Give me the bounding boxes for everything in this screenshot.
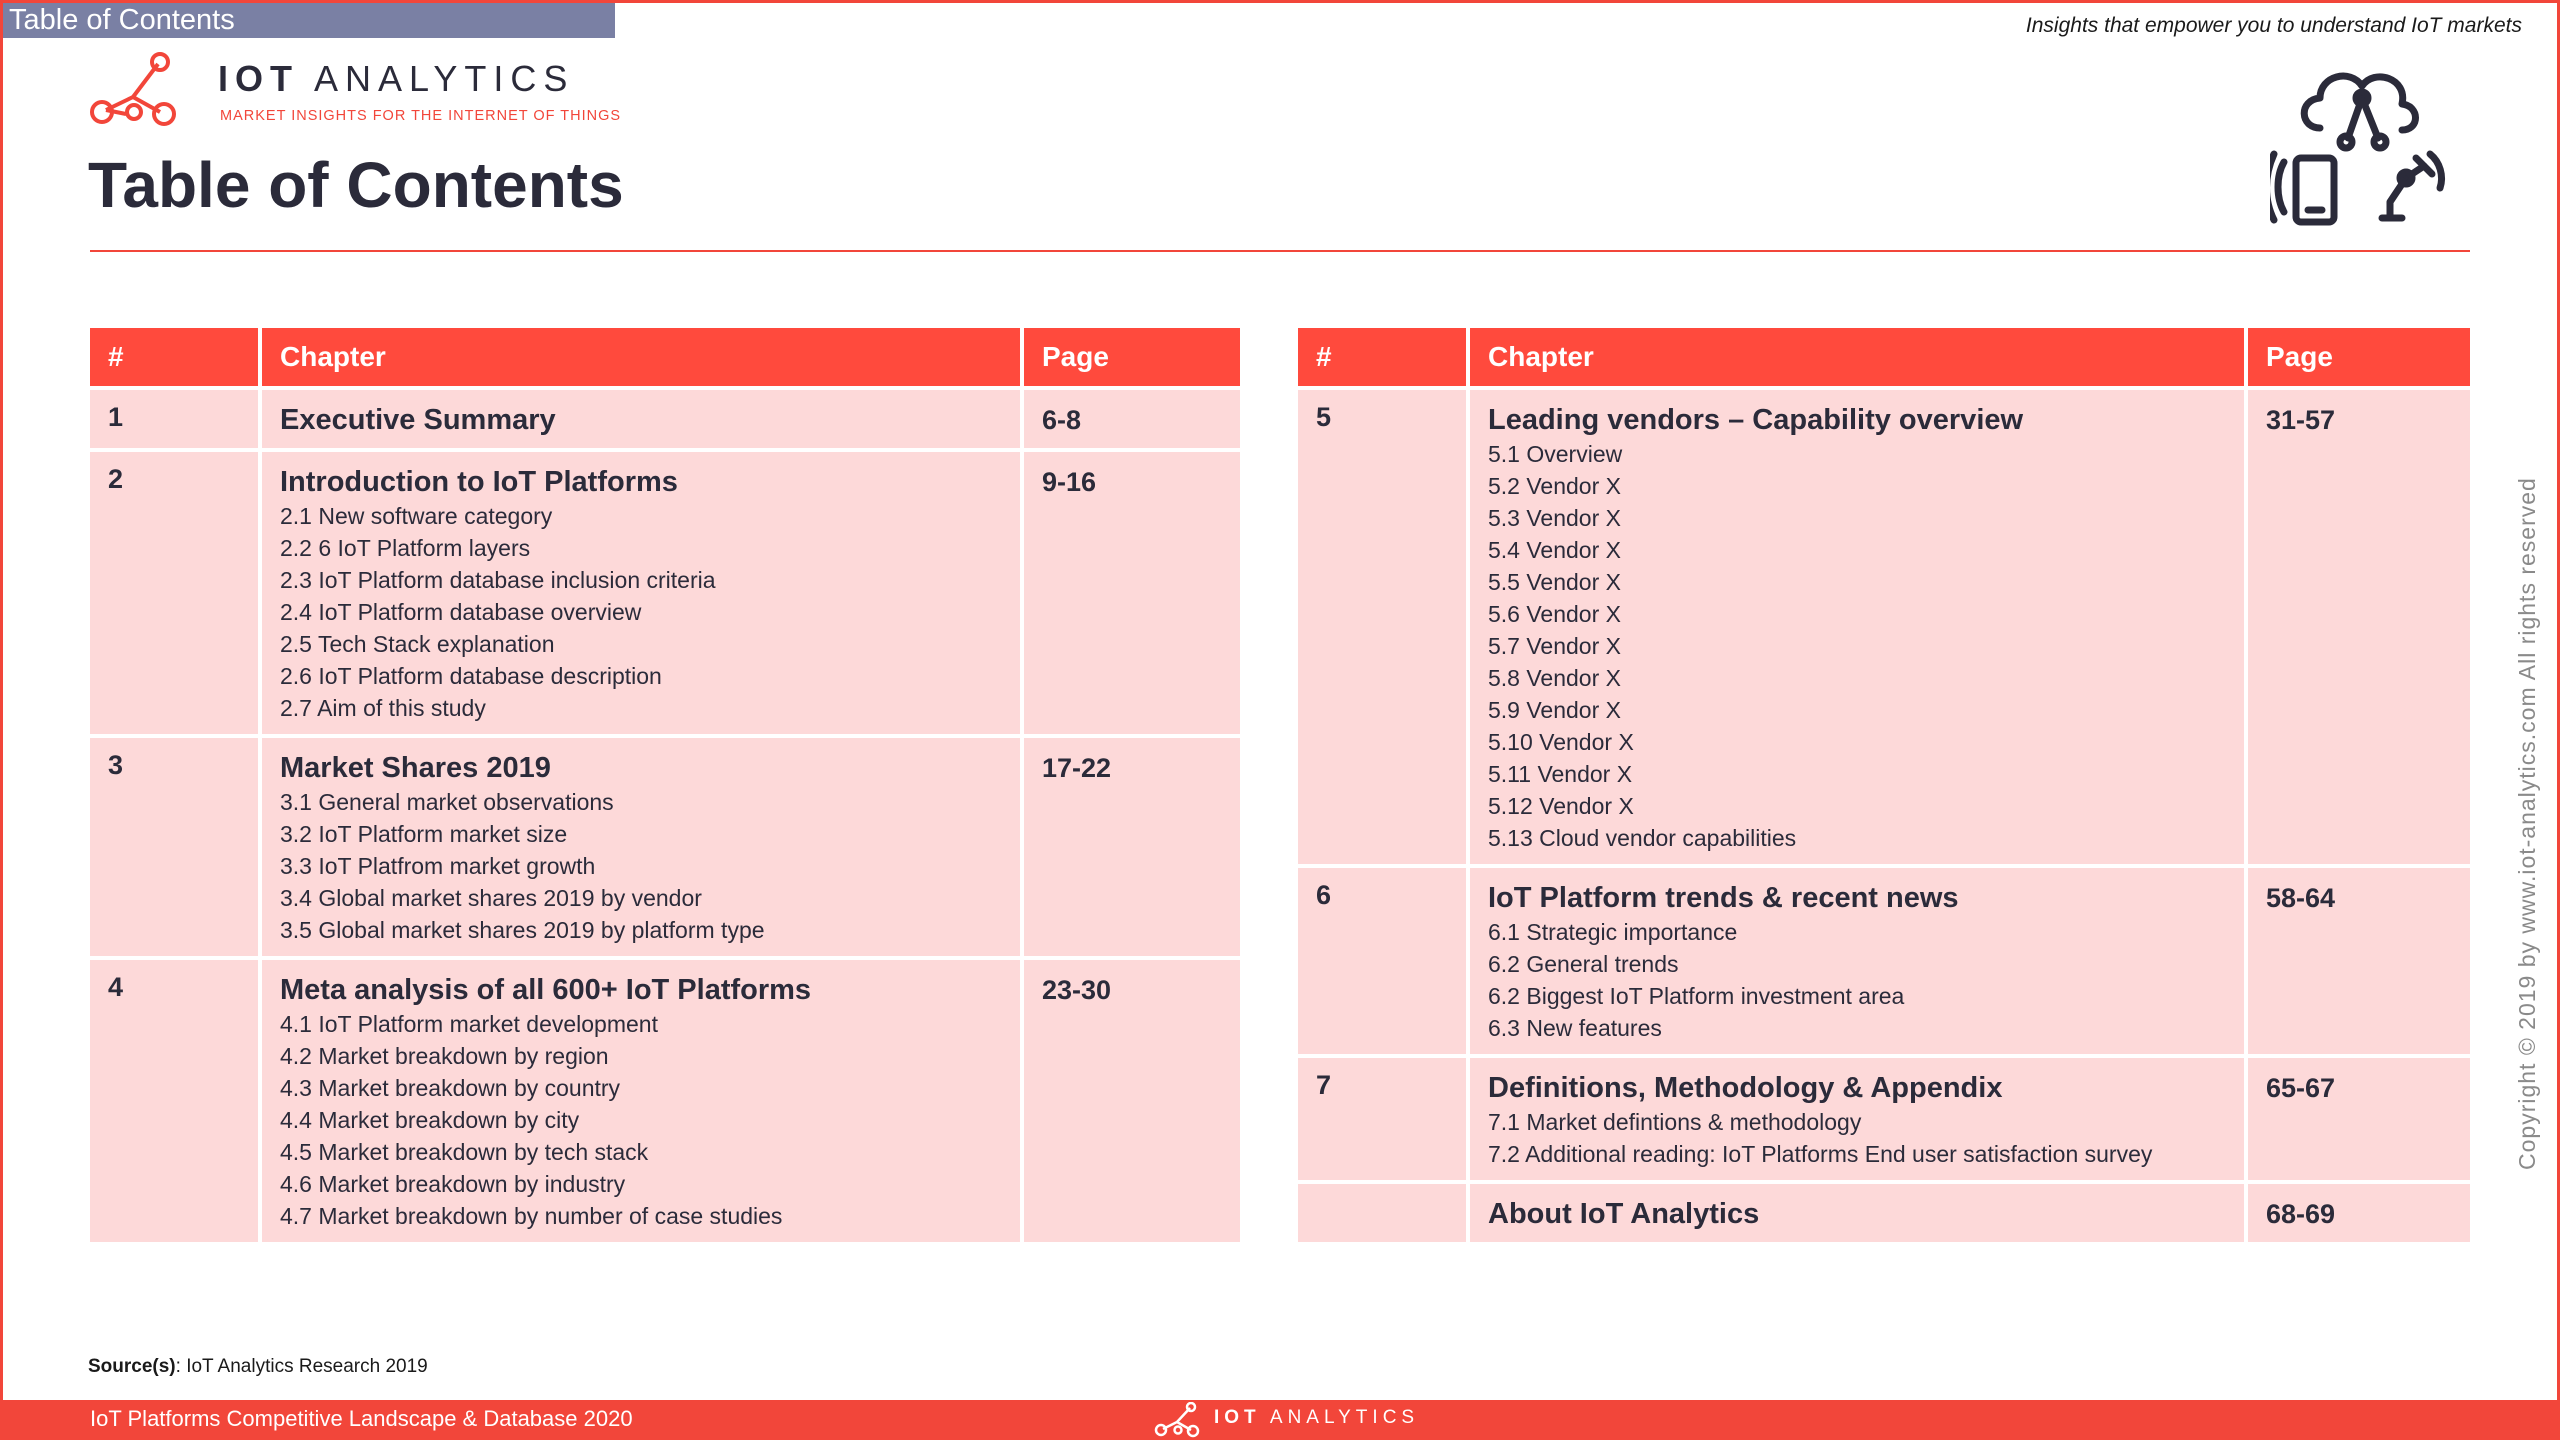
title-divider <box>90 250 2470 252</box>
subsection-item: 4.7 Market breakdown by number of case studies <box>280 1203 783 1229</box>
subsection-item: 5.7 Vendor X <box>1488 633 1621 659</box>
subsection-item: 4.6 Market breakdown by industry <box>280 1171 626 1197</box>
chapter-title: Introduction to IoT Platforms <box>280 466 678 498</box>
subsection-item: 4.4 Market breakdown by city <box>280 1107 580 1133</box>
subsection-item: 5.2 Vendor X <box>1488 473 1621 499</box>
subsection-item: 5.5 Vendor X <box>1488 569 1621 595</box>
page-range: 68-69 <box>2266 1199 2336 1229</box>
subsection-item: 5.10 Vendor X <box>1488 729 1634 755</box>
col-header-page: Page <box>2248 328 2470 386</box>
page-range-cell <box>2248 1058 2470 1180</box>
toc-row <box>90 960 1240 1242</box>
subsection-item: 5.8 Vendor X <box>1488 665 1621 691</box>
chapter-title: Leading vendors – Capability overview <box>1488 404 2024 436</box>
col-header-num: # <box>90 328 258 386</box>
chapter-number-cell <box>90 960 258 1242</box>
logo-wordmark: IOT ANALYTICS <box>218 58 575 99</box>
chapter-title: About IoT Analytics <box>1488 1198 1760 1230</box>
subsection-item: 2.7 Aim of this study <box>280 695 486 721</box>
subsection-item: 5.6 Vendor X <box>1488 601 1621 627</box>
page-range-cell <box>1024 390 1240 448</box>
page-range-cell <box>1024 960 1240 1242</box>
network-nodes-icon <box>88 52 188 132</box>
chapter-title: Definitions, Methodology & Appendix <box>1488 1072 2003 1104</box>
subsection-item: 4.2 Market breakdown by region <box>280 1043 609 1069</box>
subsection-item: 2.4 IoT Platform database overview <box>280 599 642 625</box>
chapter-number-cell <box>1298 390 1466 864</box>
subsection-item: 2.6 IoT Platform database description <box>280 663 662 689</box>
subsection-item: 4.1 IoT Platform market development <box>280 1011 658 1037</box>
subsection-item: 3.1 General market observations <box>280 789 614 815</box>
page-range: 58-64 <box>2266 883 2336 913</box>
subsection-item: 6.2 General trends <box>1488 951 1679 977</box>
tagline: Insights that empower you to understand IoT markets <box>2025 14 2522 37</box>
subsection-item: 6.2 Biggest IoT Platform investment area <box>1488 983 1905 1009</box>
page-range-cell <box>2248 390 2470 864</box>
toc-header-row <box>90 328 1240 386</box>
subsection-item: 6.3 New features <box>1488 1015 1662 1041</box>
chapter-title: IoT Platform trends & recent news <box>1488 882 1959 914</box>
subsection-item: 5.13 Cloud vendor capabilities <box>1488 825 1797 851</box>
toc-row <box>1298 868 2470 1054</box>
chapter-number-cell <box>90 390 258 448</box>
page-range-cell <box>1024 452 1240 734</box>
chapter-number-cell <box>90 452 258 734</box>
subsection-item: 4.3 Market breakdown by country <box>280 1075 621 1101</box>
chapter-number-cell <box>1298 868 1466 1054</box>
subsection-item: 7.1 Market defintions & methodology <box>1488 1109 1862 1135</box>
chapter-number: 6 <box>1316 880 1332 910</box>
subsection-item: 5.9 Vendor X <box>1488 697 1621 723</box>
chapter-cell <box>262 452 1020 734</box>
toc-row <box>90 452 1240 734</box>
col-header-chapter: Chapter <box>1470 328 2244 386</box>
subsection-item: 2.3 IoT Platform database inclusion criteria <box>280 567 716 593</box>
subsection-item: 4.5 Market breakdown by tech stack <box>280 1139 649 1165</box>
subsection-item: 5.1 Overview <box>1488 441 1623 467</box>
page-range: 31-57 <box>2266 405 2336 435</box>
chapter-number-cell <box>90 738 258 956</box>
page-range: 9-16 <box>1042 467 1097 497</box>
subsection-item: 2.1 New software category <box>280 503 553 529</box>
copyright-notice: Copyright © 2019 by www.iot-analytics.com All rights reserved <box>2514 477 2540 1170</box>
subsection-item: 2.2 6 IoT Platform layers <box>280 535 531 561</box>
logo-subtitle: MARKET INSIGHTS FOR THE INTERNET OF THINGS <box>220 108 622 124</box>
footer-report-title: IoT Platforms Competitive Landscape & Database 2020 <box>90 1406 633 1431</box>
footer-logo-wordmark: IOT ANALYTICS <box>1214 1407 1420 1428</box>
page-range-cell <box>2248 1184 2470 1242</box>
chapter-title: Executive Summary <box>280 404 556 436</box>
chapter-cell <box>1470 390 2244 864</box>
subsection-item: 6.1 Strategic importance <box>1488 919 1738 945</box>
chapter-cell <box>262 738 1020 956</box>
subsection-item: 3.5 Global market shares 2019 by platform type <box>280 917 765 943</box>
chapter-number: 7 <box>1316 1070 1332 1100</box>
col-header-page: Page <box>1024 328 1240 386</box>
subsection-item: 5.4 Vendor X <box>1488 537 1621 563</box>
network-nodes-icon <box>1154 1402 1206 1438</box>
chapter-cell <box>262 960 1020 1242</box>
toc-header-row <box>1298 328 2470 386</box>
page-title: Table of Contents <box>88 149 624 221</box>
chapter-cell <box>1470 1058 2244 1180</box>
cloud-device-robot-icon <box>2270 58 2450 234</box>
toc-row <box>1298 1184 2470 1242</box>
chapter-title: Market Shares 2019 <box>280 752 551 784</box>
chapter-number-cell <box>1298 1058 1466 1180</box>
toc-table-right <box>1294 324 2474 1246</box>
page-range-cell <box>1024 738 1240 956</box>
toc-row <box>90 390 1240 448</box>
footer-logo <box>1154 1402 1420 1438</box>
page-range-cell <box>2248 868 2470 1054</box>
subsection-item: 2.5 Tech Stack explanation <box>280 631 555 657</box>
page-range: 23-30 <box>1042 975 1112 1005</box>
iot-analytics-logo <box>88 52 648 132</box>
page-range: 65-67 <box>2266 1073 2336 1103</box>
chapter-cell <box>1470 1184 2244 1242</box>
page-range: 6-8 <box>1042 405 1082 435</box>
toc-row <box>1298 390 2470 864</box>
subsection-item: 3.3 IoT Platfrom market growth <box>280 853 596 879</box>
subsection-item: 5.3 Vendor X <box>1488 505 1621 531</box>
chapter-number: 1 <box>108 402 124 432</box>
chapter-number-cell <box>1298 1184 1466 1242</box>
subsection-item: 3.2 IoT Platform market size <box>280 821 568 847</box>
chapter-title: Meta analysis of all 600+ IoT Platforms <box>280 974 812 1006</box>
chapter-number: 4 <box>108 972 124 1002</box>
page-range: 17-22 <box>1042 753 1112 783</box>
chapter-cell <box>1470 868 2244 1054</box>
section-tab-label: Table of Contents <box>3 3 615 38</box>
toc-row <box>1298 1058 2470 1180</box>
col-header-chapter: Chapter <box>262 328 1020 386</box>
chapter-number: 5 <box>1316 402 1332 432</box>
chapter-number: 3 <box>108 750 124 780</box>
subsection-item: 3.4 Global market shares 2019 by vendor <box>280 885 702 911</box>
source-note: Source(s): IoT Analytics Research 2019 <box>88 1356 428 1377</box>
toc-row <box>90 738 1240 956</box>
chapter-cell <box>262 390 1020 448</box>
toc-table-left <box>86 324 1244 1246</box>
chapter-number: 2 <box>108 464 124 494</box>
subsection-item: 5.11 Vendor X <box>1488 761 1633 787</box>
subsection-item: 5.12 Vendor X <box>1488 793 1634 819</box>
subsection-item: 7.2 Additional reading: IoT Platforms End user satisfaction survey <box>1488 1141 2153 1167</box>
col-header-num: # <box>1298 328 1466 386</box>
